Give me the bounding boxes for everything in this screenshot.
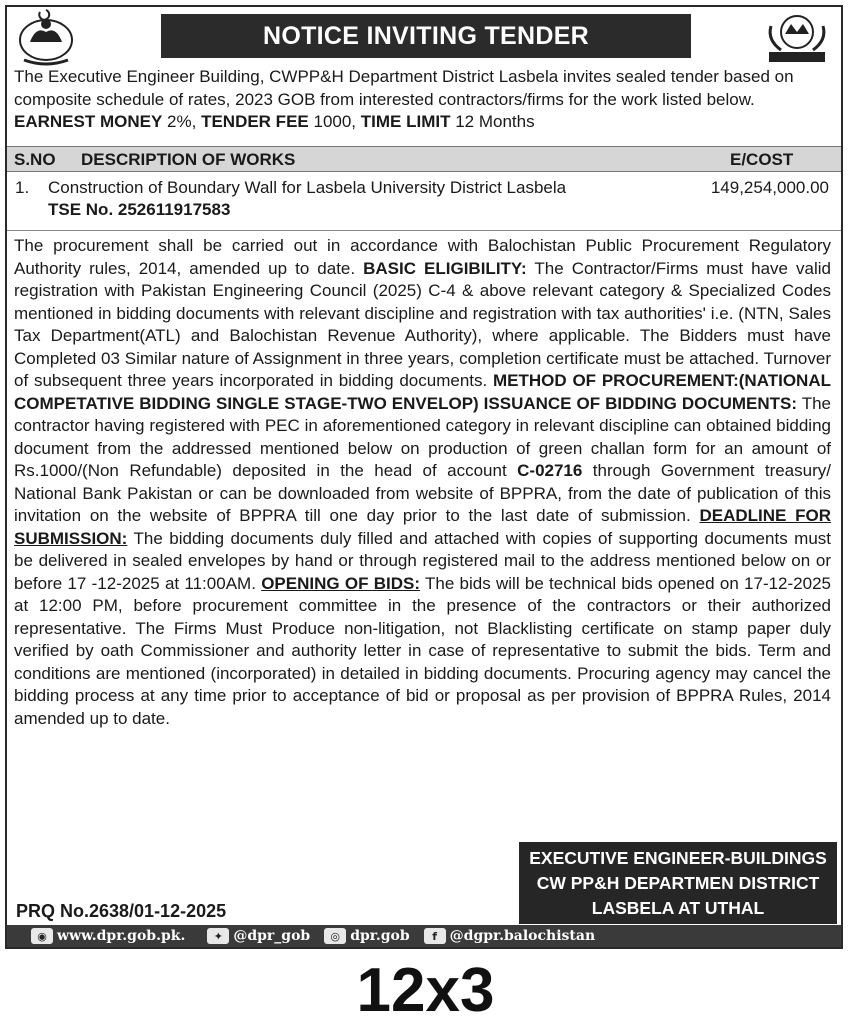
column-header-sno: S.NO — [14, 150, 56, 169]
signatory-line-3: LASBELA AT UTHAL — [591, 898, 765, 918]
deadline-heading: DEADLINE FOR SUBMISSION: — [14, 506, 832, 548]
column-header-cost: E/COST — [730, 150, 794, 169]
row-estimated-cost: 149,254,000.00 — [710, 178, 829, 197]
tender-conditions — [7, 230, 841, 730]
basic-eligibility-heading: BASIC ELIGIBILITY: — [363, 258, 527, 278]
website-link[interactable]: ◉ www.dpr.gob.pk. — [31, 928, 185, 944]
deadline-text: The bidding documents duly filled and attached with copies of supporting documents must be delivered in sealed envelopes by hand or through registered mail to the address mentioned below on or before 17 -12-2025 at 11:00AM. — [14, 528, 831, 593]
prq-number: PRQ No.2638/01-12-2025 — [16, 901, 227, 921]
intro-paragraph: The Executive Engineer Building, CWPP&H Department District Lasbela invites sealed tender based on composite schedule of rates, 2023 GOB from interested contractors/firms for the work listed below. — [14, 67, 794, 109]
instagram-link[interactable]: ◎ dpr.gob — [324, 928, 409, 944]
opening-of-bids-heading: OPENING OF BIDS: — [261, 573, 421, 593]
balochistan-emblem-icon — [6, 6, 86, 66]
column-header-description: DESCRIPTION OF WORKS — [81, 150, 296, 169]
department-emblem-icon — [757, 6, 837, 66]
time-limit-value: 12 Months — [455, 112, 535, 131]
issuance-text: The contractor having registered with PEC in aforementioned category in relevant discipline can obtained bidding document from the addressed mentioned below on production of green challan form for an amount of Rs.1000/(Non Refundable) deposited in the head of account — [14, 393, 831, 480]
row-tse-number: TSE No. 252611917583 — [48, 200, 231, 219]
account-number: C-02716 — [517, 461, 583, 480]
page-title: NOTICE INVITING TENDER — [161, 14, 691, 58]
twitter-link[interactable]: ✦ @dpr_gob — [207, 928, 310, 944]
row-sno: 1. — [15, 178, 30, 197]
opening-text: The bids will be technical bids opened on 17-12-2025 at 12:00 PM, before procurement committee in the presence of the contractors or their authorized representative. The Firms Must Produce non-litigation, not Blacklisting certificate on stamp paper duly verified by oath Commissioner and authority letter in case of representative to submit the bids. Term and conditions are mentioned (incorporated) in detailed in bidding documents. Procuring agency may cancel the bidding process at any time prior to acceptance of bid or proposal as per provision of BPPRA Rules, 2014 amended up to date. — [14, 573, 831, 728]
tender-fee-label: TENDER FEE — [201, 112, 309, 131]
instagram-icon: ◎ — [324, 928, 346, 944]
earnest-money-label: EARNEST MONEY — [14, 112, 163, 131]
earnest-money-value: 2%, — [167, 112, 197, 131]
globe-icon: ◉ — [31, 928, 53, 944]
procurement-rules-text: The procurement shall be carried out in accordance with Balochistan Public Procurement Regulatory Authority rules, 2014, amended up to date. — [14, 236, 831, 278]
intro-section — [14, 66, 834, 134]
social-footer — [7, 925, 841, 947]
method-of-procurement-heading: METHOD OF PROCUREMENT:(NATIONAL COMPETATIVE BIDDING SINGLE STAGE-TWO ENVELOP) ISSUANCE OF BIDDING DOCUMENTS: — [14, 371, 831, 413]
facebook-icon: f — [424, 928, 446, 944]
facebook-link[interactable]: f @dgpr.balochistan — [424, 928, 595, 944]
signatory-line-1: EXECUTIVE ENGINEER-BUILDINGS — [529, 848, 827, 868]
eligibility-text: The Contractor/Firms must have valid registration with Pakistan Engineering Council (2025) C-4 & above relevant category & Specialized Codes mentioned in bidding documents with relevant discipline and registration with tax authorities' i.e. (NTN, Sales Tax Department(ATL) and Balochistan Revenue Authority), where applicable. The Bidders must have Completed 03 Similar nature of Assignment in three years, completion certificate must be attached. Turnover of subsequent three years incorporated in bidding documents. — [14, 258, 831, 390]
works-table-header — [7, 146, 841, 172]
signatory-line-2: CW PP&H DEPARTMEN DISTRICT — [536, 873, 820, 893]
time-limit-label: TIME LIMIT — [360, 112, 451, 131]
table-row — [7, 174, 841, 230]
twitter-icon: ✦ — [207, 928, 229, 944]
tender-fee-value: 1000, — [313, 112, 357, 131]
tender-terms — [14, 111, 834, 134]
row-description: Construction of Boundary Wall for Lasbela University District Lasbela — [48, 178, 567, 197]
signatory-block — [519, 842, 837, 924]
ad-size-label: 12x3 — [356, 956, 495, 1025]
download-text: through Government treasury/ National Bank Pakistan or can be downloaded from website of BPPRA, from the date of publication of this invitation on the website of BPPRA till one day prior to the last date of submission. — [14, 461, 831, 525]
